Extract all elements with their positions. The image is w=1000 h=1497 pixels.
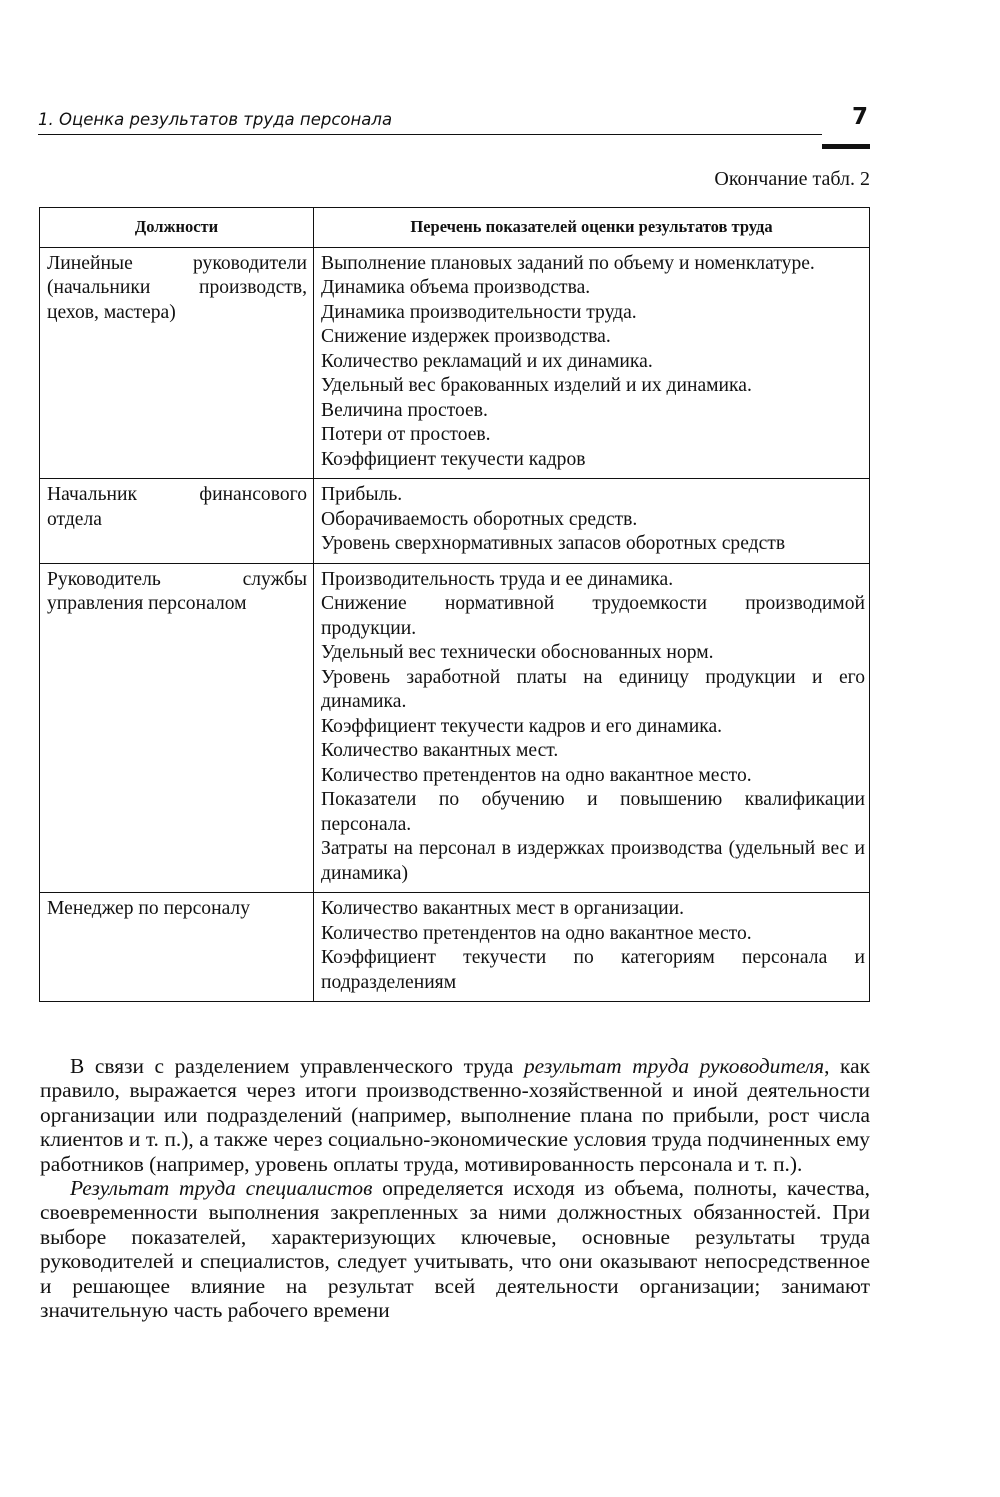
table-caption: Окончание табл. 2	[714, 168, 870, 190]
column-header-positions: Должности	[40, 208, 314, 248]
paragraph	[40, 1176, 870, 1322]
indicator-item: Снижение издержек производства.	[321, 326, 611, 347]
position-cell: Начальник финансового отдела	[40, 479, 314, 564]
indicator-item: Выполнение плановых заданий по объему и номенклатуре.	[321, 252, 815, 274]
position-cell: Руководитель службы управления персоналом	[40, 563, 314, 893]
indicators-cell	[314, 247, 870, 479]
indicator-item: Динамика объема производства.	[321, 277, 591, 298]
indicator-item: Удельный вес бракованных изделий и их динамика.	[321, 375, 752, 396]
indicator-item: Количество рекламаций и их динамика.	[321, 350, 653, 372]
page-number: 7	[851, 104, 868, 130]
indicator-item: Динамика производительности труда.	[321, 301, 637, 323]
emphasis-term: результат труда руководителя	[523, 1054, 825, 1078]
indicator-item: Уровень сверхнормативных запасов оборотных средств	[321, 533, 786, 554]
table-row	[40, 893, 870, 1002]
indicator-item: Удельный вес технически обоснованных норм.	[321, 642, 714, 663]
paragraph-rest: определяется исходя из объема, полноты, качества, своевременности выполнения закрепленных за ними должностных обязанностей. При выборе показателей, характеризующих ключевые, основные результаты труда руководителей и специалистов, следует учитывать, что они оказывают непосредственное и решающее влияние на результат всей деятельности организации; занимают значительную часть рабочего времени	[40, 1176, 870, 1323]
indicator-item: Снижение нормативной трудоемкости производимой продукции.	[321, 593, 865, 639]
indicator-item: Коэффициент текучести по категориям персонала и подразделениям	[321, 947, 865, 993]
column-header-indicators: Перечень показателей оценки результатов труда	[314, 208, 870, 248]
indicator-item: Производительность труда и ее динамика.	[321, 568, 674, 590]
indicator-item: Величина простоев.	[321, 399, 488, 421]
indicator-item: Количество претендентов на одно вакантное место.	[321, 764, 752, 786]
indicator-item: Количество претендентов на одно вакантное место.	[321, 922, 752, 944]
indicators-cell	[314, 893, 870, 1002]
indicators-cell	[314, 479, 870, 564]
table-header-row	[40, 208, 870, 248]
indicators-cell	[314, 563, 870, 893]
header-rule-accent	[822, 144, 870, 149]
indicator-item: Коэффициент текучести кадров и его динамика.	[321, 715, 723, 737]
indicator-item: Уровень заработной платы на единицу продукции и его динамика.	[321, 666, 865, 712]
indicator-item: Потери от простоев.	[321, 424, 491, 445]
chapter-title: 1. Оценка результатов труда персонала	[38, 110, 393, 129]
indicator-item: Показатели по обучению и повышению квалификации персонала.	[321, 789, 865, 835]
paragraph	[40, 1054, 870, 1176]
indicator-item: Оборачиваемость оборотных средств.	[321, 508, 638, 530]
header-rule	[38, 134, 822, 135]
position-cell: Менеджер по персоналу	[40, 893, 314, 1002]
indicator-item: Затраты на персонал в издержках производства (удельный вес и динамика)	[321, 838, 865, 884]
position-cell: Линейные руководители (начальники производств, цехов, мастера)	[40, 247, 314, 479]
emphasis-term: Результат труда специалистов	[70, 1176, 373, 1201]
paragraph-lead: В связи с разделением управленческого труда	[70, 1054, 524, 1078]
indicators-table	[39, 207, 870, 1002]
indicator-item: Прибыль.	[321, 484, 403, 505]
table-row	[40, 479, 870, 564]
body-text	[40, 1054, 870, 1322]
indicator-item: Количество вакантных мест.	[321, 740, 559, 761]
table-row	[40, 247, 870, 479]
indicator-item: Количество вакантных мест в организации.	[321, 898, 684, 919]
running-header	[38, 104, 870, 148]
paragraph-rest: , как правило, выражается через итоги производственно-хозяйственной и иной деятельности организации или подразделений (например, выполнение плана по прибыли, рост числа клиентов и т. п.), а также через социально-экономические условия труда подчиненных ему работников (например, уровень оплаты труда, мотивированность персонала и т. п.).	[40, 1054, 870, 1176]
indicator-item: Коэффициент текучести кадров	[321, 448, 586, 470]
table-row	[40, 563, 870, 893]
